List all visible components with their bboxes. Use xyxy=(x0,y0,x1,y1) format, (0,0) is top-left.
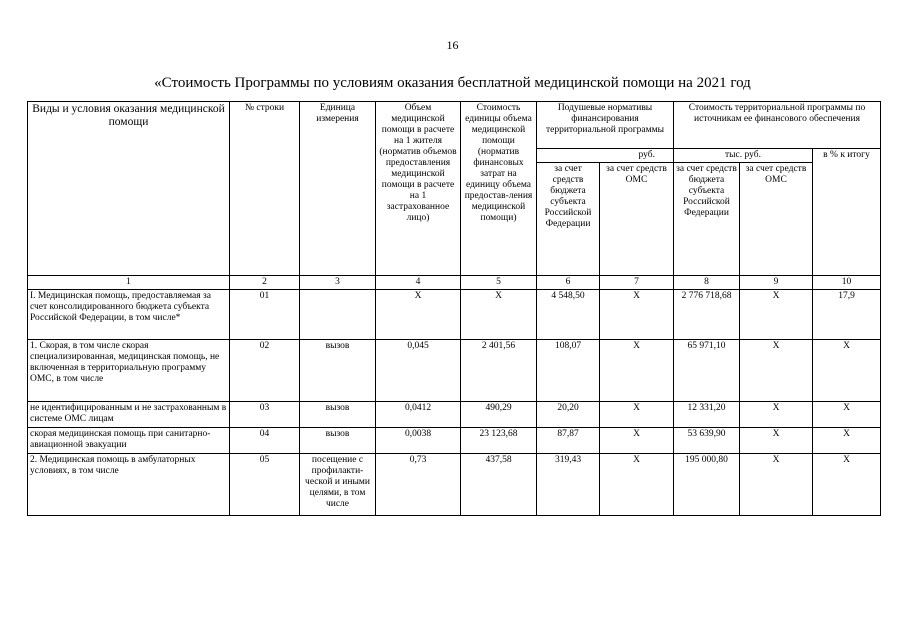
header-volume: Объем медицинской помощи в расчете на 1 жителя (норматив объемов предоставления медицинской помощи в расчете на 1 застрахованное лицо) xyxy=(376,102,461,276)
row-cost: 2 401,56 xyxy=(461,340,537,402)
row-total-oms: Х xyxy=(740,454,813,516)
column-number: 3 xyxy=(300,276,376,290)
header-total-budget: за счет средств бюджета субъекта Российской Федерации xyxy=(674,163,740,276)
column-number: 6 xyxy=(537,276,600,290)
header-unit-cost: Стоимость единицы объема медицинской помощи (норматив финансовых затрат на единицу объема предостав-ления медицинской помощи) xyxy=(461,102,537,276)
table-row xyxy=(28,340,881,402)
header-total-oms: за счет средств ОМС xyxy=(740,163,813,276)
column-number: 7 xyxy=(600,276,674,290)
row-total-budget: 12 331,20 xyxy=(674,402,740,428)
page-number: 16 xyxy=(446,38,459,52)
column-number: 4 xyxy=(376,276,461,290)
row-volume: 0,73 xyxy=(376,454,461,516)
row-total-oms: Х xyxy=(740,402,813,428)
row-total-oms: Х xyxy=(740,290,813,340)
column-number: 2 xyxy=(230,276,300,290)
row-volume: 0,045 xyxy=(376,340,461,402)
row-name: скорая медицинская помощь при санитарно-авиационной эвакуации xyxy=(28,428,230,454)
header-program-cost: Стоимость территориальной программы по источникам ее финансового обеспечения xyxy=(674,102,881,149)
header-norm-budget: за счет средств бюджета субъекта Российской Федерации xyxy=(537,163,600,276)
row-line-number: 03 xyxy=(230,402,300,428)
row-norm-budget: 20,20 xyxy=(537,402,600,428)
row-cost: 23 123,68 xyxy=(461,428,537,454)
header-per-capita-norms: Подушевые нормативы финансирования территориальной программы xyxy=(537,102,674,149)
row-percent: Х xyxy=(813,402,881,428)
header-row-1 xyxy=(28,102,881,149)
column-number: 10 xyxy=(813,276,881,290)
column-number: 9 xyxy=(740,276,813,290)
row-norm-oms: Х xyxy=(600,290,674,340)
row-name: 2. Медицинская помощь в амбулаторных условиях, в том числе xyxy=(28,454,230,516)
document-title: «Стоимость Программы по условиям оказания бесплатной медицинской помощи на 2021 год xyxy=(154,75,751,91)
row-total-budget: 53 639,90 xyxy=(674,428,740,454)
header-unit-thousand-rub: тыс. руб. xyxy=(674,149,813,163)
row-unit xyxy=(300,290,376,340)
row-norm-oms: Х xyxy=(600,340,674,402)
column-number: 1 xyxy=(28,276,230,290)
row-line-number: 05 xyxy=(230,454,300,516)
row-cost: 490,29 xyxy=(461,402,537,428)
row-total-budget: 2 776 718,68 xyxy=(674,290,740,340)
row-name: I. Медицинская помощь, предоставляемая за счет консолидированного бюджета субъекта Российской Федерации, в том числе* xyxy=(28,290,230,340)
row-norm-oms: Х xyxy=(600,402,674,428)
header-norm-oms: за счет средств ОМС xyxy=(600,163,674,276)
header-service-type: Виды и условия оказания медицинской помощи xyxy=(28,102,230,276)
row-line-number: 01 xyxy=(230,290,300,340)
row-unit: вызов xyxy=(300,340,376,402)
row-volume: Х xyxy=(376,290,461,340)
row-total-oms: Х xyxy=(740,428,813,454)
header-percent-total: в % к итогу xyxy=(813,149,881,276)
row-norm-budget: 87,87 xyxy=(537,428,600,454)
row-cost: Х xyxy=(461,290,537,340)
row-total-oms: Х xyxy=(740,340,813,402)
column-number: 5 xyxy=(461,276,537,290)
header-unit-rub: руб. xyxy=(537,149,674,163)
header-unit: Единица измерения xyxy=(300,102,376,276)
row-line-number: 02 xyxy=(230,340,300,402)
row-unit: вызов xyxy=(300,428,376,454)
row-percent: Х xyxy=(813,340,881,402)
row-norm-budget: 4 548,50 xyxy=(537,290,600,340)
row-line-number: 04 xyxy=(230,428,300,454)
row-name: не идентифицированным и не застрахованным в системе ОМС лицам xyxy=(28,402,230,428)
row-total-budget: 195 000,80 xyxy=(674,454,740,516)
table-row xyxy=(28,428,881,454)
row-norm-budget: 319,43 xyxy=(537,454,600,516)
row-norm-oms: Х xyxy=(600,454,674,516)
row-percent: Х xyxy=(813,428,881,454)
row-total-budget: 65 971,10 xyxy=(674,340,740,402)
column-number: 8 xyxy=(674,276,740,290)
row-unit: вызов xyxy=(300,402,376,428)
table-row xyxy=(28,290,881,340)
row-unit: посещение с профилакти-ческой и иными целями, в том числе xyxy=(300,454,376,516)
header-line-number: № строки xyxy=(230,102,300,276)
row-volume: 0,0038 xyxy=(376,428,461,454)
row-volume: 0,0412 xyxy=(376,402,461,428)
row-percent: Х xyxy=(813,454,881,516)
row-cost: 437,58 xyxy=(461,454,537,516)
row-norm-budget: 108,07 xyxy=(537,340,600,402)
column-number-row xyxy=(28,276,881,290)
row-percent: 17,9 xyxy=(813,290,881,340)
row-name: 1. Скорая, в том числе скорая специализированная, медицинская помощь, не включенная в территориальную программу ОМС, в том числе xyxy=(28,340,230,402)
cost-table xyxy=(27,101,881,516)
table-row xyxy=(28,454,881,516)
table-row xyxy=(28,402,881,428)
row-norm-oms: Х xyxy=(600,428,674,454)
